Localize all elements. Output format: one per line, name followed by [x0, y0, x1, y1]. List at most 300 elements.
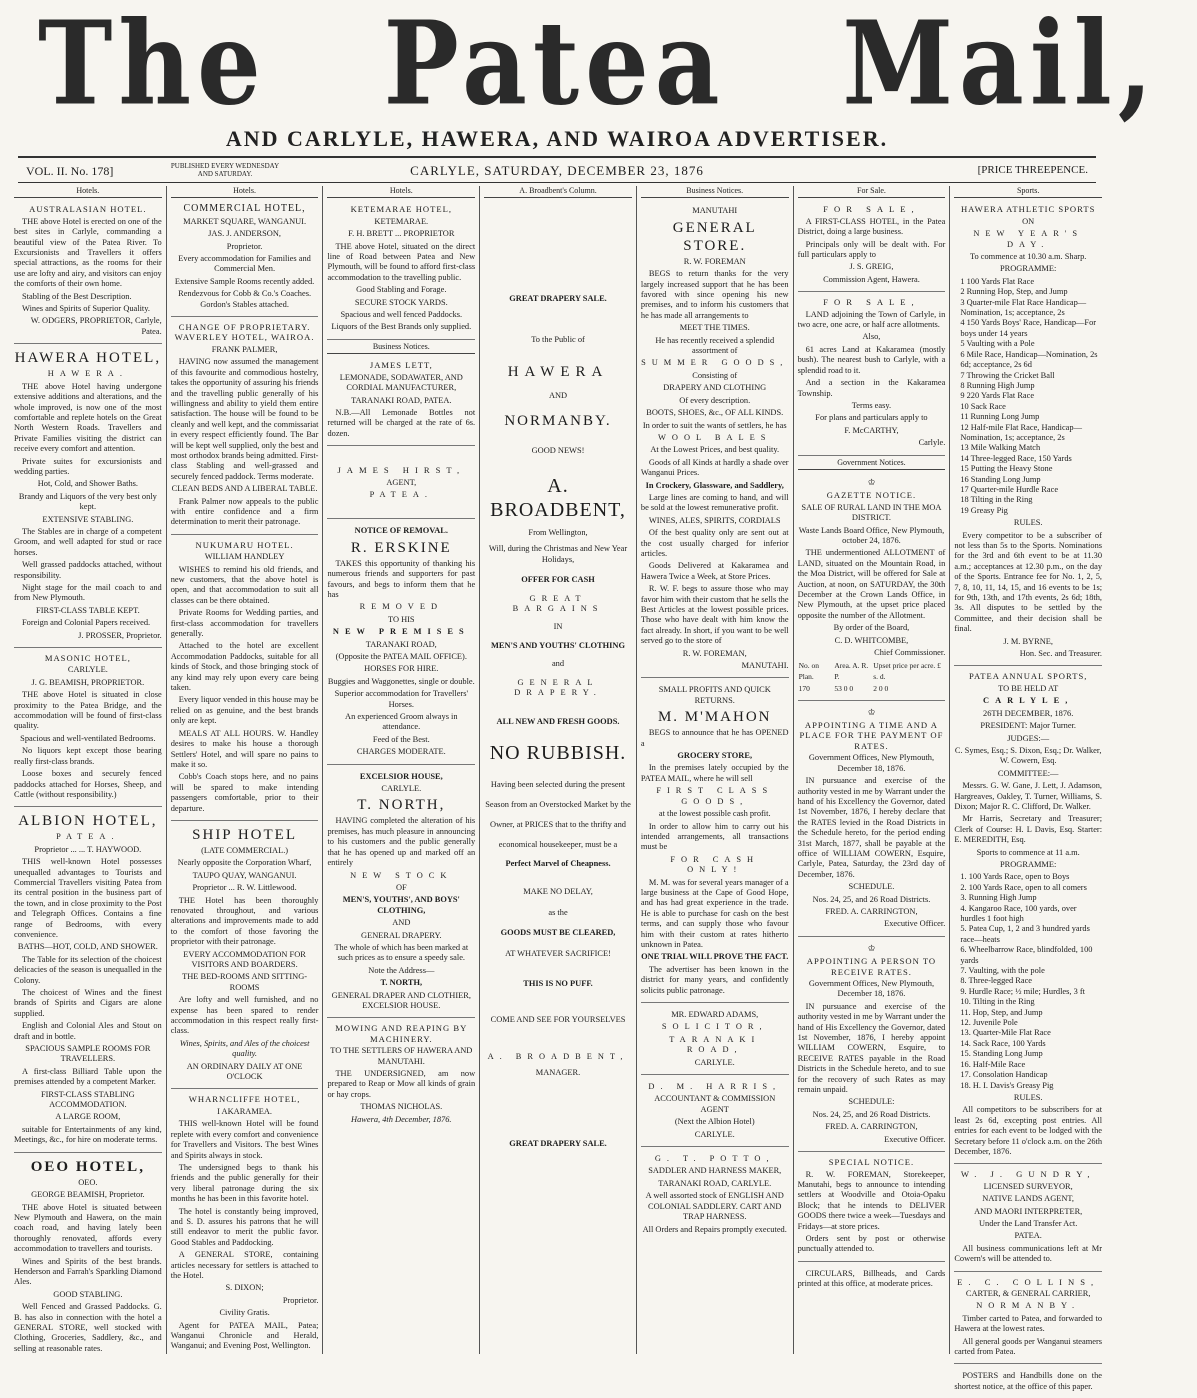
- ad-text: Agent for PATEA MAIL, Patea; Wanganui Chronicle and Herald, Wanganui; and Evening Post, Wellington.: [170, 1320, 319, 1351]
- ad-text: Attached to the hotel are excellent Accommodation Paddocks, suitable for all kinds of Stock, and those bringing stock of any kind may rely upon every care being taken.: [170, 641, 319, 693]
- ad-text: Spacious and well fenced Paddocks.: [340, 310, 463, 320]
- ad-text: The hotel is constantly being improved, and S. D. assures his patrons that he will still endeavor to merit the public favor. Good Stables and Paddocking.: [170, 1206, 319, 1247]
- ad-text: Commission Agent, Hawera.: [823, 274, 920, 284]
- dateline-rule: [18, 182, 1096, 183]
- ad-text: Rendezvous for Cobb & Co.'s Coaches. Gordon's Stables attached.: [178, 289, 312, 309]
- list-item: 8 Running High Jump: [960, 380, 1035, 390]
- ad-subtitle: EVERY ACCOMMODATION FOR VISITORS AND BOARDERS.: [183, 949, 306, 969]
- ad-signature: J. S. GREIG,: [849, 262, 894, 272]
- ad-place: KETEMARAE.: [374, 216, 429, 226]
- ad-text: Goods Delivered at Kakaramea and Hawera Twice a Week, at Store Prices.: [640, 561, 789, 581]
- column-6: [793, 186, 950, 1354]
- sale-heading: GREAT DRAPERY SALE.: [509, 294, 607, 304]
- ad-text: 61 acres Land at Kakaramea (mostly bush). The nearest bush to Carlyle, with a splendid road to it.: [797, 344, 946, 375]
- ad-text: And a section in the Kakaramea Township.: [797, 378, 946, 398]
- list-item: 3. Running High Jump: [960, 893, 1037, 903]
- ad-subtitle: COMMITTEE:—: [997, 768, 1059, 778]
- ad-gazette-notice: [798, 473, 946, 701]
- ad-text: Executive Officer.: [884, 1134, 946, 1144]
- ad-subtitle: (LATE COMMERCIAL.): [201, 845, 289, 855]
- ad-subtitle: EXTENSIVE STABLING.: [42, 514, 134, 524]
- ad-signature: S. DIXON;: [225, 1283, 264, 1293]
- ad-text: AND MAORI INTERPRETER,: [974, 1206, 1083, 1216]
- ad-subtitle: SCHEDULE:: [848, 1097, 895, 1107]
- table-cell: 170: [798, 684, 810, 694]
- list-item: 11 Running Long Jump: [960, 412, 1040, 422]
- ad-text: TO BE HELD AT: [998, 683, 1059, 693]
- ad-headline: NO RUBBISH.: [489, 741, 627, 764]
- ad-text: Well Fenced and Grassed Paddocks. G. B. has also in connection with the hotel a GENERAL STORE, well stocked with Clothing, Groceries, Saddlery, &c., and selling at reasonable rates.: [14, 1302, 162, 1353]
- ad-place: CARLYLE,: [983, 696, 1074, 706]
- ad-body: CIRCULARS, Billheads, and Cards printed at this office, at moderate prices.: [797, 1268, 946, 1289]
- ad-text: Proprietor.: [226, 241, 263, 251]
- ad-text: A well assorted stock of ENGLISH AND COLONIAL SADDLERY. CART AND TRAP HARNESS.: [645, 1191, 784, 1222]
- ad-text: CARTER, & GENERAL CARRIER,: [965, 1289, 1091, 1298]
- ad-title: ALBION HOTEL,: [18, 813, 158, 830]
- ad-subtitle: RULES.: [1013, 1092, 1043, 1102]
- masthead-word-2: Patea: [383, 0, 726, 131]
- ad-place: TARANAKI ROAD, CARLYLE.: [658, 1178, 772, 1188]
- ad-text: Proprietor.: [282, 1295, 319, 1305]
- ad-subtitle: ALL NEW AND FRESH GOODS.: [496, 716, 620, 726]
- ad-body: A FIRST-CLASS HOTEL, in the Patea District, doing a large business.: [797, 216, 946, 237]
- ad-nukumaru-hotel: [171, 537, 319, 821]
- ad-subtitle: NEW YEAR'S DAY.: [973, 229, 1083, 249]
- list-item: 5 Vaulting with a Pole: [960, 339, 1035, 349]
- ad-body: Having been selected during the present Season from an Overstocked Market by the Owner, at PRICES that to the thrifty and economical housekeeper, must be a: [485, 779, 631, 849]
- ad-text: In order to suit the wants of settlers, he has: [642, 420, 787, 430]
- issue-date: CARLYLE, SATURDAY, DECEMBER 23, 1876: [410, 163, 704, 178]
- ad-subtitle: GREAT BARGAINS: [512, 593, 604, 614]
- ad-subtitle: TO THE SETTLERS OF HAWERA AND MANUTAHI.: [330, 1046, 473, 1066]
- ad-text: The whole of which has been marked at such prices as to ensure a speedy sale.: [334, 942, 469, 963]
- ad-text: OF: [395, 882, 407, 892]
- ad-text: Messrs. G. W. Gane, J. Lett, J. Adamson, Hargreaves, Oakley, T. Turner, Williams, S. Dixon; Major R. C. Clifford, Dr. Walker.: [954, 781, 1103, 811]
- ad-text: GOOD NEWS!: [531, 445, 585, 455]
- ad-text: Carlyle.: [918, 438, 946, 448]
- ad-text: Every competitor to be a subscriber of not less than 5s to the Sports. Nominations for the 3rd and 6th event to be at 11.30 a.m.; acceptances at 12.30 p.m., on the day of the Sports. Entrance fee for No. 1, 2, 5, 7, 8, 10, 11, 14, 15, and 16 events to be 1s; for 9th, 13th, and 17th events, 2s 6d; 18th, 3s. All disputes to be settled by the Committee, and their decision shall be final.: [954, 530, 1103, 634]
- ad-subtitle: SUMMER GOODS,: [641, 358, 789, 368]
- ad-payment-of-rates: [798, 703, 946, 937]
- ad-text: A first-class Billiard Table upon the premises attended by a competent Marker.: [14, 1066, 162, 1087]
- ad-name: R. W. FOREMAN: [683, 256, 746, 266]
- ad-place: PATEA.: [56, 832, 120, 842]
- ad-text: An experienced Groom always in attendance.: [345, 712, 458, 732]
- ad-body: THE above Hotel, situated on the direct line of Road between Patea and New Plymouth, will be found to afford first-class accommodation to the travelling public.: [327, 241, 476, 282]
- list-item: 7. Vaulting, with the pole: [960, 966, 1045, 976]
- ad-text: MANAGER.: [535, 1068, 581, 1078]
- ad-text: The choicest of Wines and the finest brands of Spirits and Cigars are alone supplied.: [14, 988, 162, 1018]
- ad-place: CARLYLE.: [67, 665, 108, 675]
- ad-place: HAWERA: [507, 364, 609, 381]
- ad-receive-rates: [798, 939, 946, 1152]
- ad-text: Government Offices, New Plymouth, December 18, 1876.: [808, 753, 935, 773]
- ad-text: MAKE NO DELAY,: [523, 887, 593, 897]
- ad-body: IN pursuance and exercise of the authority vested in me by Warrant under the hand of his Excellency the Governor, dated 1st November, 1876, I hereby declare that the RATES levied in the Road Districts in the Schedule hereto, for the period ending 31st March, 1877, shall be payable at the office of WILLIAM COWERN, Esquire, Carlyle, Patea, Saturday, the 23rd day of December, 1876.: [797, 776, 946, 879]
- ad-title: WHARNCLIFFE HOTEL,: [188, 1094, 301, 1105]
- crest-icon: ♔: [867, 943, 876, 953]
- ad-text: Terms easy.: [851, 400, 892, 410]
- ad-text: Will, during the Christmas and New Year Holidays,: [488, 544, 628, 564]
- table-cell: Upset price per acre. £ s. d.: [873, 661, 941, 681]
- ad-proprietor: Proprietor ... ... T. HAYWOOD.: [34, 844, 142, 854]
- ad-text: To the Public of: [531, 334, 585, 344]
- ad-text: Every accommodation for Families and Commercial Men.: [178, 254, 311, 274]
- ad-text: Hon. Sec. and Treasurer.: [1019, 649, 1103, 659]
- ad-body: HAVING now assumed the management of this favourite and commodious hostelry, takes the opportunity of assuring his friends and the travelling public generally of his willingness and ability to yield them entire satisfaction. The house will be found to be cleanly and well kept, and the commissariat in every respect efficiently found. The Bar will be kept well supplied, only the best and most orthodox brands being admitted. First-class Stabling and well-grassed and securely fenced paddock. Terms moderate.: [170, 357, 319, 481]
- ad-subtitle: DRAPERY AND CLOTHING: [663, 383, 767, 393]
- ad-text: NEW PREMISES: [332, 627, 470, 637]
- ad-d-m-harris: [641, 1077, 789, 1147]
- column-4: [479, 186, 636, 1354]
- ad-hawera-hotel: [14, 346, 162, 648]
- ad-subtitle: GENERAL DRAPERY.: [514, 677, 602, 698]
- ad-text: Consisting of: [692, 370, 738, 380]
- table-row: [798, 683, 946, 695]
- ad-text: C. Symes, Esq.; S. Dixon, Esq.; Dr. Walker, W. Cowern, Esq.: [954, 745, 1102, 766]
- list-item: 19 Greasy Pig: [960, 505, 1008, 515]
- masthead-subtitle: AND CARLYLE, HAWERA, AND WAIROA ADVERTISER.: [225, 126, 889, 151]
- ad-text: at the lowest possible cash profit.: [658, 809, 771, 819]
- ad-subtitle: SMALL PROFITS AND QUICK RETURNS.: [658, 685, 771, 705]
- ad-edward-adams: [641, 1005, 789, 1075]
- ad-subtitle: FOR CASH ONLY!: [670, 854, 760, 875]
- ad-subtitle: FIRST-CLASS TABLE KEPT.: [36, 605, 140, 615]
- ad-text: MEN'S, YOUTHS', AND BOYS' CLOTHING,: [342, 895, 460, 915]
- ad-name: A. BROADBENT,: [490, 475, 626, 522]
- column-heading: Sports.: [954, 186, 1102, 198]
- list-item: 9. Hurdle Race; ½ mile; Hurdles, 3 ft: [960, 986, 1085, 996]
- list-item: 14. Sack Race, 100 Yards: [960, 1038, 1046, 1048]
- ad-proprietor: WILLIAM HANDLEY: [204, 552, 285, 562]
- ad-subtitle: GOODS MUST BE CLEARED,: [500, 928, 616, 938]
- ad-body: BEGS to announce that he has OPENED a: [640, 728, 789, 748]
- ad-name: M. M'MAHON: [657, 709, 772, 726]
- ad-body: THE UNDERSIGNED, am now prepared to Reap or Mow all kinds of grain or hay crops.: [327, 1069, 476, 1099]
- ad-australasian-hotel: [14, 201, 162, 344]
- ad-title: APPOINTING A TIME AND A PLACE FOR THE PAYMENT OF RATES.: [799, 720, 944, 751]
- ad-title: HAWERA ATHLETIC SPORTS: [960, 204, 1096, 215]
- ad-proprietor: FRANK PALMER,: [211, 344, 278, 354]
- ad-text: Nos. 24, 25, and 26 Road Districts.: [812, 894, 931, 904]
- ad-place: CARLYLE.: [694, 1057, 735, 1067]
- ad-name: R. ERSKINE: [350, 539, 452, 556]
- ad-text: By order of the Board,: [833, 623, 910, 633]
- ad-title: PATEA ANNUAL SPORTS,: [968, 671, 1088, 682]
- ad-text: Frank Palmer now appeals to the public with entire confidence and a firm determination to merit their patronage.: [170, 496, 319, 527]
- ad-wharncliffe-hotel: [171, 1091, 319, 1357]
- ad-text: The Stables are in charge of a competent Groom, and well adapted for stud or race horses.: [14, 526, 162, 557]
- ad-signature: A. BROADBENT,: [487, 1051, 629, 1061]
- ad-text: LEMONADE, SODAWATER, AND CORDIAL MANUFACTURER,: [339, 372, 463, 393]
- ad-body: THE undermentioned ALLOTMENT of LAND, situated on the Mountain Road, in the Moa District, will be offered for Sale at Auction, at noon, on SATURDAY, the 30th December at the Crown Lands Office, in New Plymouth, at the upset price placed opposite the number of the Allotment.: [797, 548, 946, 620]
- table-cell: 2 0 0: [873, 684, 889, 694]
- column-heading: For Sale.: [798, 186, 946, 198]
- ad-text: Waste Lands Board Office, New Plymouth, october 24, 1876.: [798, 525, 945, 545]
- ad-text: Government Offices, New Plymouth, December 18, 1876.: [808, 979, 935, 999]
- list-item: 18. H. I. Davis's Greasy Pig: [960, 1080, 1054, 1090]
- ad-posters: [954, 1366, 1102, 1398]
- ad-place: TAUPO QUAY, WANGANUI.: [192, 870, 297, 880]
- ad-hawera-athletic-sports: [954, 201, 1102, 666]
- list-item: 5. Patea Cup, 1, 2 and 3 hundred yards race—heats: [960, 924, 1090, 944]
- dateline: [18, 162, 1096, 180]
- ad-text: Principals only will be dealt with. For full particulars apply to: [797, 239, 946, 260]
- ad-subtitle: GROCERY STORE,: [677, 751, 753, 761]
- ad-text: as the: [548, 907, 568, 917]
- ad-albion-hotel: [14, 809, 162, 1152]
- list-item: 2 Running Hop, Step, and Jump: [960, 287, 1068, 297]
- ad-text: To commence at 10.30 a.m. Sharp.: [969, 252, 1087, 262]
- ad-subtitle: A LARGE ROOM,: [55, 1112, 121, 1122]
- ad-subtitle: MEN'S AND YOUTHS' CLOTHING: [491, 640, 625, 650]
- ad-place: I AKARAMEA.: [217, 1106, 273, 1116]
- ad-subtitle: AN ORDINARY DAILY AT ONE O'CLOCK: [186, 1061, 303, 1082]
- ad-subtitle: FIRST-CLASS STABLING ACCOMMODATION.: [40, 1089, 135, 1110]
- ad-text: Superior accommodation for Travellers' Horses.: [334, 689, 468, 709]
- ad-masonic-hotel: [14, 650, 162, 807]
- ad-text: Are lofty and well furnished, and no expense has been spared to render accommodation in this respect really first-class.: [170, 995, 319, 1036]
- ad-place: NORMANBY.: [504, 412, 612, 429]
- list-item: 2. 100 Yards Race, open to all comers: [960, 882, 1087, 892]
- ad-subtitle: BOOTS, SHOES, &c., OF ALL KINDS.: [646, 408, 784, 418]
- ad-body: THIS well-known Hotel will be found replete with every comfort and convenience for Travellers and Visitors. The best Wines and Spirits always in stock.: [170, 1119, 319, 1160]
- ad-signature: C. D. WHITCOMBE,: [834, 635, 909, 645]
- ad-text: M. M. was for several years manager of a large business at the Cape of Good Hope, and has had great experience in the trade. He is able to purchase for cash on the best terms, and can supply those who favour him with their custom at rates hitherto unknown in Patea.: [640, 877, 789, 949]
- column-heading: Hotels.: [171, 186, 319, 198]
- list-item: 12 Half-mile Flat Race, Handicap—Nomination, 1s; acceptance, 2s: [960, 422, 1082, 442]
- ad-manutahi-store: [641, 201, 789, 678]
- ad-text: (Next the Albion Hotel): [674, 1117, 755, 1127]
- ad-subtitle: SPACIOUS SAMPLE ROOMS FOR TRAVELLERS.: [25, 1044, 151, 1064]
- ad-signature: FRED. A. CARRINGTON,: [825, 1122, 918, 1132]
- ad-text: Well grassed paddocks attached, without responsibility.: [14, 560, 162, 580]
- list-item: 17 Quarter-mile Hurdle Race: [960, 484, 1059, 494]
- ad-text: Feed of the Best.: [372, 734, 430, 744]
- ad-title: WAVERLEY HOTEL, WAIROA.: [174, 332, 315, 343]
- ad-oeo-hotel: [14, 1155, 162, 1361]
- ad-text: AND: [392, 918, 411, 928]
- ad-text: Note the Address—: [368, 965, 435, 975]
- ad-text: In order to allow him to carry out his intended arrangements, all transactions must be: [640, 821, 789, 852]
- ad-body: LAND adjoining the Town of Carlyle, in two acre, one acre, or half acre allotments.: [797, 309, 946, 330]
- ad-title: OEO HOTEL,: [30, 1158, 145, 1175]
- ad-title: SHIP HOTEL: [192, 826, 297, 843]
- list-item: 11. Hop, Step, and Jump: [960, 1007, 1043, 1017]
- ad-text: Timber carted to Patea, and forwarded to Hawera at the lowest rates.: [954, 1313, 1103, 1334]
- ad-proprietor: Proprietor ... R. W. Littlewood.: [192, 883, 297, 893]
- ad-text: Mr Harris, Secretary and Treasurer; Clerk of Course: H. L Davis, Esq. Starter: E. MEREDITH, Esq.: [954, 814, 1103, 845]
- ad-name: T. NORTH,: [357, 797, 446, 814]
- ad-text: All general goods per Wanganui steamers carted from Patea.: [954, 1336, 1103, 1357]
- ad-body: THE above Hotel is situated in close proximity to the Patea Bridge, and the accommodation will be found of first-class quality.: [14, 690, 162, 731]
- ad-text: Brandy and Liquors of the very best only kept.: [18, 491, 157, 512]
- ad-ship-hotel: [171, 823, 319, 1090]
- columns: [10, 186, 1106, 1391]
- ad-text: The undersigned begs to thank his friends and the public generally for their very liberal patronage during the six months he has been in this favorite hotel.: [170, 1162, 319, 1204]
- list-item: 1 100 Yards Flat Race: [960, 276, 1035, 286]
- ad-text: R. W. F. begs to assure those who may favor him with their custom that he sells the Best Articles at the lowest possible prices. Those who have dealt with him know the fact already. In short, if you want to be well served go to the store of: [640, 584, 789, 646]
- list-item: 3 Quarter-mile Flat Race Handicap—Nomination, 1s; acceptance, 2s: [960, 297, 1087, 318]
- ad-place: CARLYLE.: [694, 1129, 735, 1139]
- ad-text: Every liquor vended in this house may be relied on as genuine, and the best brands only are kept.: [170, 695, 319, 726]
- crest-icon: ♔: [867, 477, 876, 487]
- ad-subtitle: ONE TRIAL WILL PROVE THE FACT.: [641, 952, 789, 962]
- ad-text: MEALS AT ALL HOURS. W. Handley desires to make his house a thorough Settlers' Hotel, and will spare no pains to make it so.: [170, 728, 319, 769]
- ad-proprietor: GEORGE BEAMISH, Proprietor.: [31, 1190, 145, 1200]
- ad-text: A GENERAL STORE, containing articles necessary for settlers is attached to the Hotel.: [170, 1250, 319, 1280]
- ad-text: REMOVED: [359, 602, 443, 612]
- list-item: 8. Three-legged Race: [960, 976, 1033, 986]
- ad-text: LICENSED SURVEYOR,: [983, 1181, 1073, 1191]
- ad-text: Spacious and well-ventilated Bedrooms.: [20, 733, 156, 743]
- ad-text: He has recently received a splendid assortment of: [655, 335, 775, 356]
- ad-text: T. NORTH,: [380, 978, 423, 988]
- list-item: 10 Sack Race: [960, 401, 1006, 411]
- ad-proprietor: JAS. J. ANDERSON,: [208, 229, 281, 239]
- ad-text: All business communications left at Mr Cowern's will be attended to.: [954, 1243, 1103, 1264]
- ad-text: AGENT,: [386, 477, 417, 487]
- list-item: 12. Juvenile Pole: [960, 1018, 1018, 1028]
- ad-title: JAMES LETT,: [369, 360, 433, 371]
- volume-number: VOL. II. No. 178]: [26, 164, 114, 178]
- ad-text: GENERAL DRAPERY.: [361, 930, 442, 940]
- ad-text: Executive Officer.: [884, 919, 946, 929]
- column-1: [10, 186, 166, 1354]
- ad-text: Of every description.: [679, 395, 751, 405]
- ad-text: From Wellington,: [528, 528, 588, 538]
- ad-text: PRESIDENT: Major Turner.: [980, 721, 1076, 731]
- list-item: 17. Consolation Handicap: [960, 1070, 1048, 1080]
- list-item: 13 Mile Walking Match: [960, 443, 1041, 453]
- ad-place: TARANAKI ROAD, PATEA.: [351, 395, 452, 405]
- ad-subtitle: PROGRAMME:: [1000, 264, 1057, 274]
- list-item: 7 Throwing the Cricket Ball: [960, 370, 1055, 380]
- ad-text: Chief Commissioner.: [874, 648, 946, 658]
- ad-subtitle: GOOD STABLING.: [53, 1289, 123, 1299]
- ad-text: For plans and particulars apply to: [815, 413, 928, 423]
- list-item: 15 Putting the Heavy Stone: [960, 464, 1053, 474]
- column-heading: Hotels.: [327, 186, 475, 198]
- ad-text: ACCOUNTANT & COMMISSION AGENT: [654, 1094, 776, 1114]
- ad-text: SADDLER AND HARNESS MAKER,: [648, 1166, 782, 1176]
- ad-signature: F. McCARTHY,: [844, 425, 899, 435]
- ad-signature: FRED. A. CARRINGTON,: [825, 906, 918, 916]
- column-heading: Business Notices.: [327, 342, 475, 354]
- ad-james-lett: [327, 357, 475, 446]
- list-item: 10. Tilting in the Ring: [960, 997, 1035, 1007]
- ad-text: Civility Gratis.: [219, 1308, 270, 1318]
- ad-subtitle: PROGRAMME:: [1000, 859, 1057, 869]
- ad-place: MANUTAHI: [692, 206, 738, 216]
- masthead-word-3: Mail,: [842, 0, 1159, 131]
- ad-text: Private Rooms for Wedding parties, and first-class accommodation for travellers generally.: [170, 608, 319, 639]
- ad-mowing-reaping: [327, 1020, 475, 1131]
- ad-subtitle: WOOL BALES: [658, 432, 772, 442]
- ad-subtitle: MEET THE TIMES.: [679, 323, 750, 333]
- ad-body: TAKES this opportunity of thanking his numerous friends and supporters for past favours, and begs to inform them that he has: [327, 558, 476, 599]
- ad-title: APPOINTING A PERSON TO RECEIVE RATES.: [806, 956, 937, 977]
- ad-text: Goods of all Kinds at hardly a shade over Wanganui Prices.: [640, 457, 789, 478]
- ad-text: Large lines are coming to hand, and will be sold at the lowest remunerative profit.: [640, 492, 789, 513]
- ad-title: HAWERA HOTEL,: [14, 350, 162, 367]
- ad-subtitle: SCHEDULE.: [848, 882, 895, 892]
- list-item: 14 Three-legged Race, 150 Yards: [960, 453, 1072, 463]
- ad-text: GENERAL DRAPER AND CLOTHIER, EXCELSIOR HOUSE.: [331, 990, 471, 1010]
- ad-place: NORMANBY.: [976, 1301, 1081, 1311]
- ad-text: Loose boxes and securely fenced paddocks attached for Horses, Sheep, and Cattle (without responsibility.): [14, 769, 162, 799]
- ad-subtitle: WINES, ALES, SPIRITS, CORDIALS: [648, 515, 781, 525]
- ad-place: MARKET SQUARE, WANGANUI.: [183, 216, 307, 226]
- ad-title: NOTICE OF REMOVAL.: [354, 526, 448, 536]
- ad-subtitle: In Crockery, Glassware, and Saddlery,: [645, 480, 784, 490]
- ad-text: All Orders and Repairs promptly executed.: [642, 1224, 787, 1234]
- ad-text: (Opposite the PATEA MAIL OFFICE).: [335, 652, 467, 661]
- ad-e-c-collins: [954, 1274, 1102, 1365]
- ad-ketemarae-hotel: [327, 201, 475, 339]
- ad-body: R. W. FOREMAN, Storekeeper, Manutahi, begs to announce to intending settlers at Woodville and Otoia-Opaku Block; that he intends to DELIVER GOODS there twice a week—Tuesdays and Fridays—at store prices.: [797, 1169, 946, 1231]
- table-cell: Area. A. R. P.: [834, 661, 869, 681]
- ad-signature: J. PROSSER, Proprietor.: [78, 630, 162, 640]
- ad-title: FOR SALE,: [823, 297, 920, 308]
- column-5: [636, 186, 793, 1354]
- ad-subtitle: SALE OF RURAL LAND IN THE MOA DISTRICT.: [801, 502, 942, 523]
- ad-text: All competitors to be subscribers for at least 2s 6d, excepting post entries. All entries for each event to be lodged with the Secretary before 11 o'clock a.m. on the 26th December, 1876.: [954, 1105, 1103, 1156]
- ad-subtitle: JUDGES:—: [1007, 733, 1050, 743]
- ad-james-hirst: [327, 448, 475, 519]
- ad-subtitle: OFFER FOR CASH: [521, 575, 595, 585]
- ad-text: At the Lowest Prices, and best quality.: [650, 445, 780, 455]
- ad-date: Hawera, 4th December, 1876.: [351, 1114, 452, 1124]
- ad-text: Orders sent by post or otherwise punctually attended to.: [797, 1233, 946, 1254]
- top-rule: [18, 156, 1096, 158]
- ad-title: KETEMARAE HOTEL,: [350, 204, 453, 215]
- ad-title: NUKUMARU HOTEL.: [195, 539, 294, 550]
- ad-text: In the premises lately occupied by the PATEA MAIL, where he will sell: [640, 763, 789, 783]
- ad-text: Sports to commence at 11 a.m.: [976, 847, 1080, 857]
- ad-signature: R. W. FOREMAN,: [682, 648, 747, 658]
- list-item: 6 Mile Race, Handicap—Nomination, 2s 6d; acceptance, 2s 6d: [960, 349, 1098, 370]
- ad-title: AUSTRALASIAN HOTEL.: [29, 204, 147, 215]
- ad-title: EXCELSIOR HOUSE,: [359, 771, 443, 781]
- ad-body: POSTERS and Handbills done on the shortest notice, at the office of this paper.: [954, 1371, 1103, 1391]
- ad-name: MR. EDWARD ADAMS,: [671, 1010, 759, 1019]
- ad-text: Wines and Spirits of Superior Quality.: [22, 304, 150, 314]
- ad-title: COMMERCIAL HOTEL,: [183, 203, 306, 215]
- ad-place: OEO.: [78, 1177, 98, 1187]
- ad-place: CARLYLE.: [381, 784, 422, 794]
- list-item: 4 150 Yards Boys' Race, Handicap—For boys under 14 years: [960, 318, 1097, 338]
- ad-signature: W. ODGERS, PROPRIETOR, Carlyle, Patea.: [30, 316, 162, 336]
- ad-text: TARANAKI ROAD,: [365, 639, 437, 649]
- ad-subtitle: HORSES FOR HIRE.: [364, 664, 439, 674]
- ad-text: ON: [1022, 216, 1035, 226]
- ad-title: GAZETTE NOTICE.: [826, 490, 917, 501]
- ad-text: The Table for its selection of the choicest delicacies of the season is unequalled in the Colony.: [14, 954, 162, 985]
- masthead-word-1: The: [38, 0, 267, 131]
- ad-subtitle: THIS IS NO PUFF.: [523, 978, 593, 988]
- ad-text: Under the Land Transfer Act.: [978, 1218, 1078, 1228]
- ad-subtitle: RULES.: [1013, 518, 1043, 528]
- ad-body: THE above Hotel is situated between New Plymouth and Hawera, on the main coach road, and having lately been thoroughly renovated, affords every accommodation to travellers and tourists.: [14, 1202, 162, 1254]
- ad-title: MASONIC HOTEL,: [44, 653, 131, 664]
- ad-body: THE Hotel has been thoroughly renovated throughout, and various alterations and improvements made to add to the comfort of those favoring the proprietor with their patronage.: [170, 895, 319, 947]
- ad-subtitle: AT WHATEVER SACRIFICE!: [505, 948, 611, 958]
- column-heading: Hotels.: [14, 186, 162, 198]
- table-header-row: [798, 660, 946, 683]
- ad-name: W. J. GUNDRY,: [960, 1169, 1096, 1180]
- ad-date: 26TH DECEMBER, 1876.: [983, 708, 1074, 718]
